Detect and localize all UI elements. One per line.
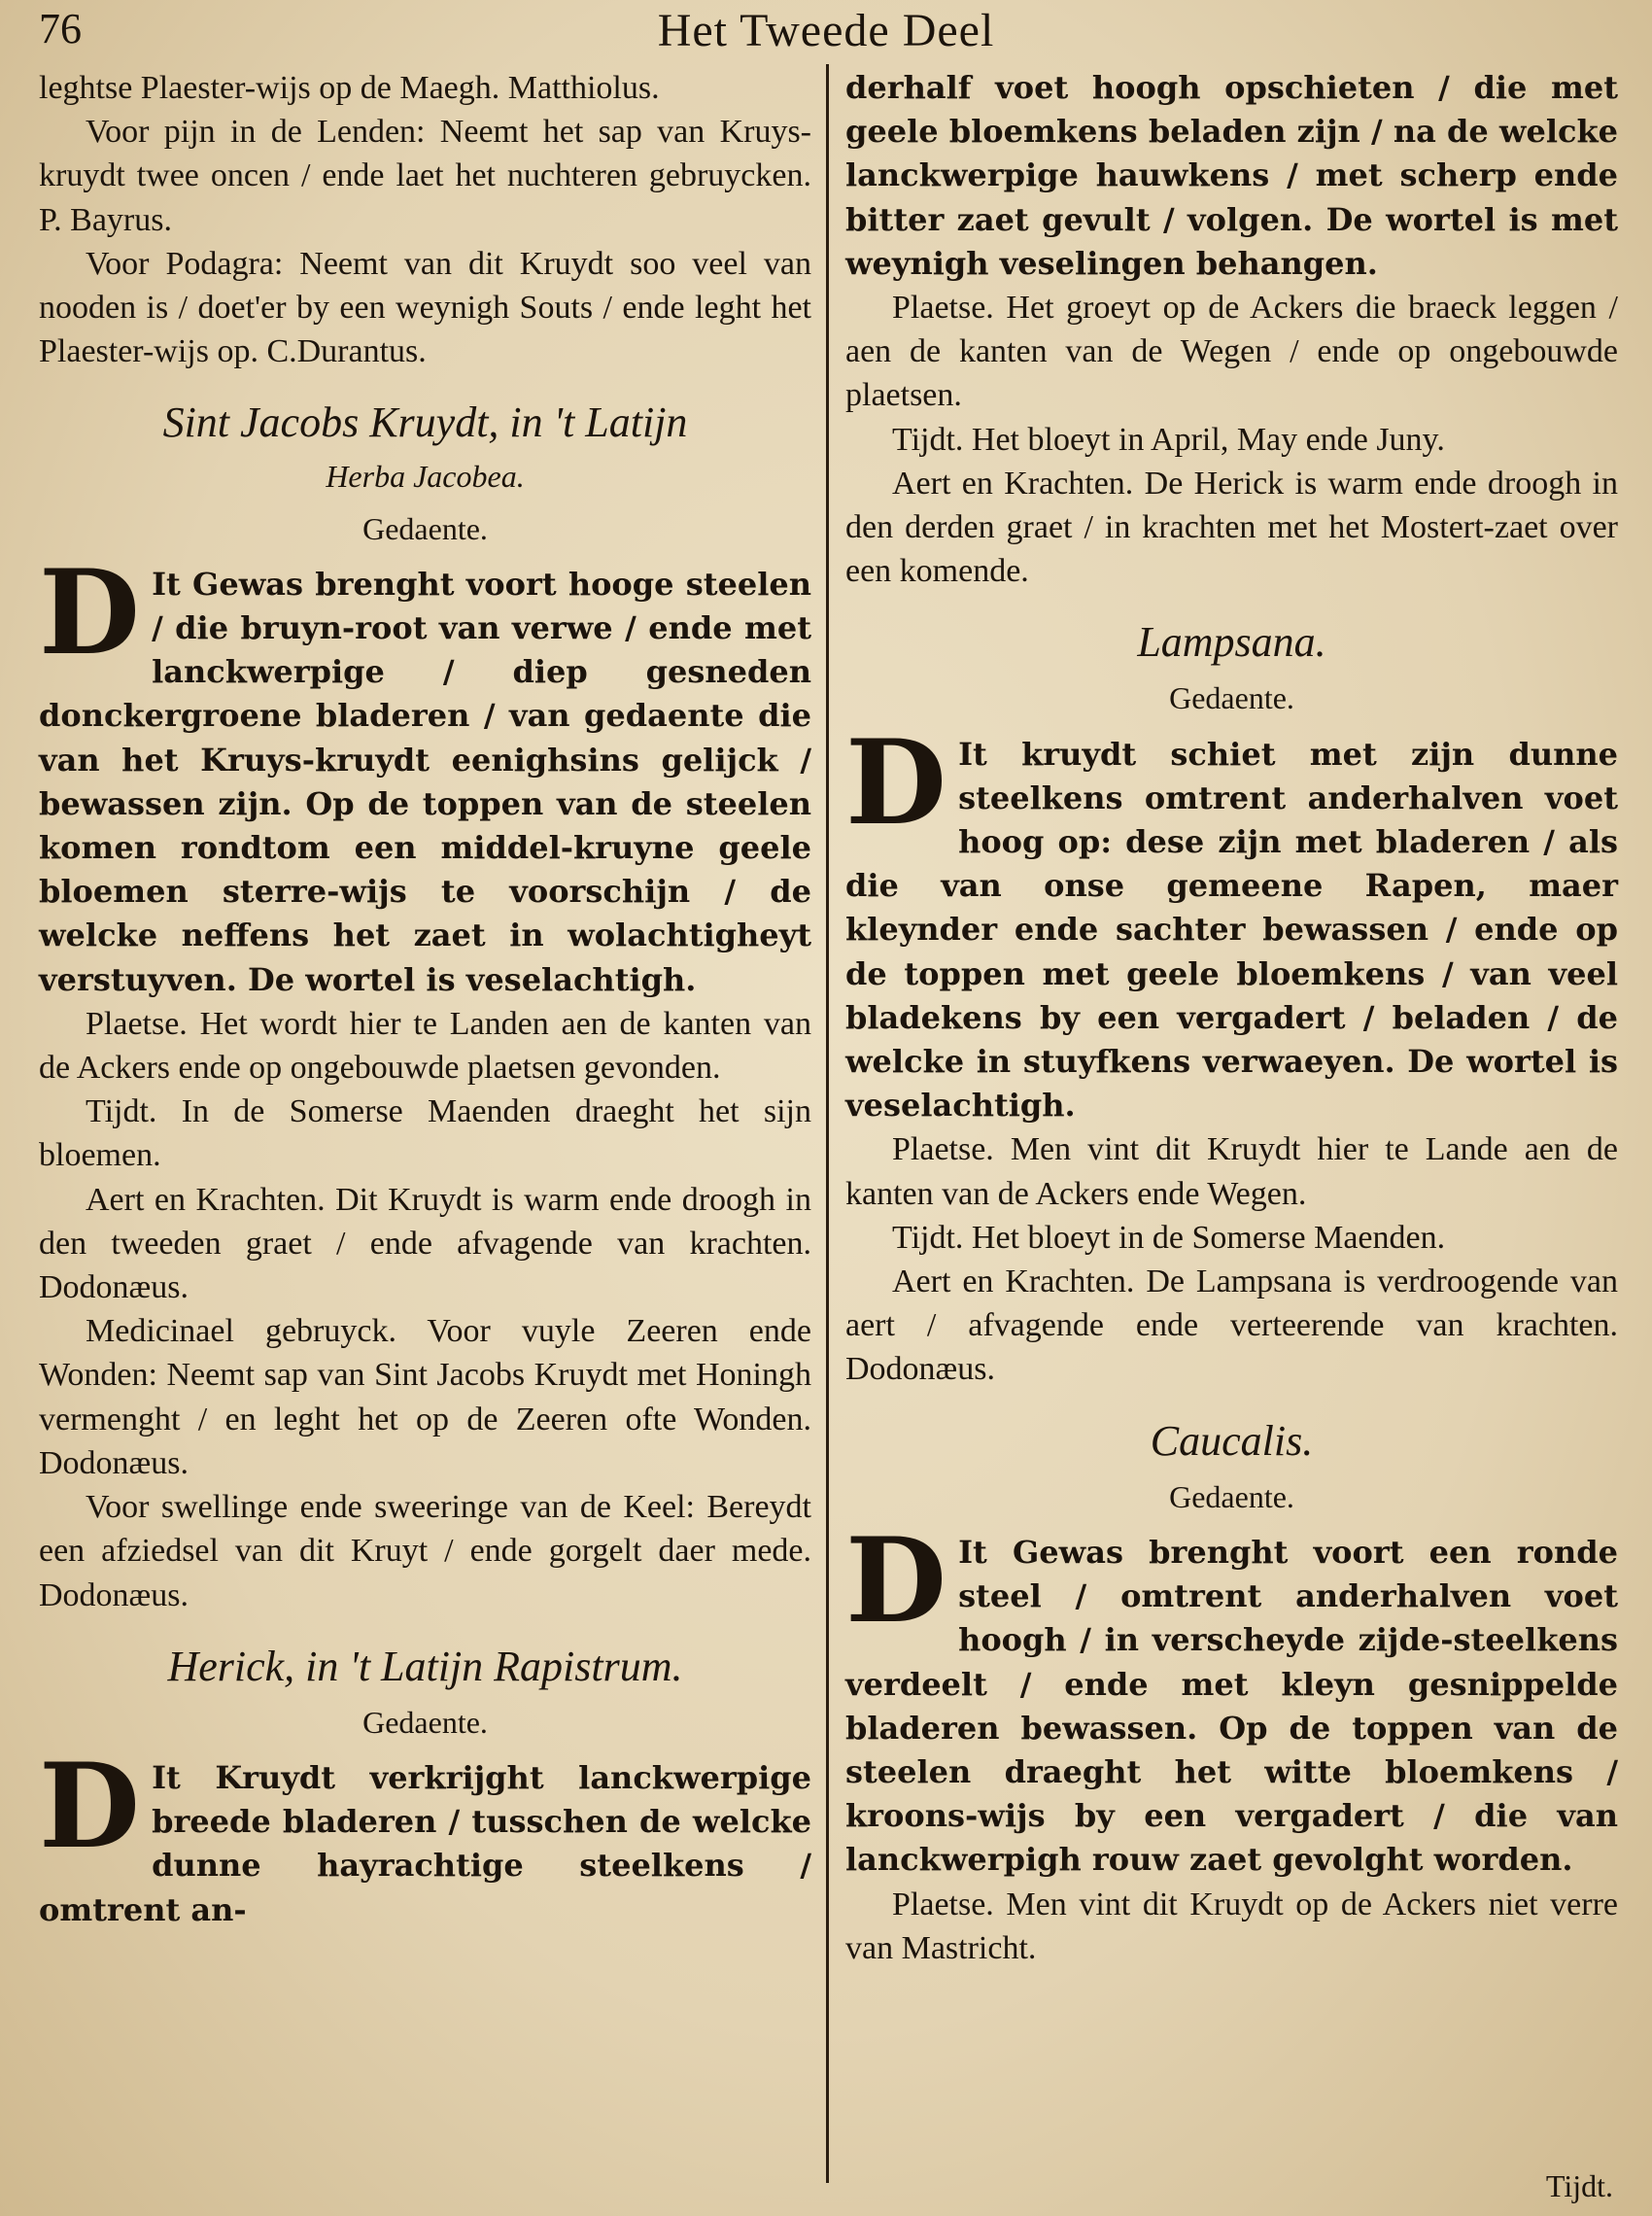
paragraph: Medicinael gebruyck. Voor vuyle Zeeren ende Wonden: Neemt sap van Sint Jacobs Kruydt met Honingh vermenght / en leght het op de Zeeren ofte Wonden. Dodonæus. xyxy=(39,1313,811,1481)
paragraph: Plaetse. Men vint dit Kruydt op de Ackers niet verre van Mastricht. xyxy=(845,1886,1618,1966)
latin-name: Herba Jacobea. xyxy=(326,459,525,495)
paragraph: Tijdt. Het bloeyt in de Somerse Maenden. xyxy=(892,1219,1446,1256)
left-column xyxy=(39,66,811,1932)
paragraph: leghtse Plaester-wijs op de Maegh. Matthiolus. xyxy=(39,70,660,106)
drop-cap: D xyxy=(845,1511,947,1649)
paragraph: Aert en Krachten. De Lampsana is verdroogende van aert / afvagende ende verteerende van krachten. Dodonæus. xyxy=(845,1264,1618,1388)
paragraph: Voor swellinge ende sweeringe van de Keel: Bereydt een afziedsel van dit Kruyt / ende gorgelt daer mede. Dodonæus. xyxy=(39,1489,811,1613)
paragraph: Plaetse. Men vint dit Kruydt hier te Lande aen de kanten van de Ackers ende Wegen. xyxy=(845,1131,1618,1212)
paragraph: Tijdt. Het bloeyt in April, May ende Juny. xyxy=(892,421,1445,458)
paragraph xyxy=(39,543,811,1002)
section-title-caucalis: Caucalis. xyxy=(1150,1416,1314,1465)
catchword: Tijdt. xyxy=(1545,2168,1613,2203)
paragraph: Aert en Krachten. De Herick is warm ende droogh in den derden graet / in krachten met het Mostert-zaet over een komende. xyxy=(845,465,1618,590)
section-title-herick: Herick, in 't Latijn Rapistrum. xyxy=(167,1642,683,1690)
paragraph-text: It Gewas brenght voort hooge steelen / die bruyn-root van verwe / ende met lanckwerpige / diep gesneden donckergroene bladeren / van gedaente die van het Kruys-kruydt eenighsins gelijck / bewassen zijn. Op de toppen van de steelen komen rondtom een middel-kruyne geele bloemen sterre-wijs te voorschijn / de welcke neffens het zaet in wolachtigheyt verstuyven. De wortel is veselachtigh. xyxy=(39,565,811,998)
running-title: Het Tweede Deel xyxy=(657,5,995,56)
paragraph: Tijdt. In de Somerse Maenden draeght het sijn bloemen. xyxy=(39,1093,811,1174)
section-title-lampsana: Lampsana. xyxy=(1137,618,1326,667)
paragraph xyxy=(845,713,1618,1128)
column-divider xyxy=(826,64,829,2183)
drop-cap: D xyxy=(39,543,141,681)
drop-cap: D xyxy=(845,713,947,851)
gedaente-heading: Gedaente. xyxy=(362,1704,488,1740)
paragraph-text: It Kruydt verkrijght lanckwerpige breede bladeren / tusschen de welcke dunne hayrachtige steelkens / omtrent an- xyxy=(39,1758,811,1928)
gedaente-heading: Gedaente. xyxy=(362,510,488,546)
paragraph: derhalf voet hoogh opschieten / die met geele bloemkens beladen zijn / na de welcke lanckwerpige hauwkens / met scherp ende bitter zaet gevult / volgen. De wortel is met weynigh veselingen behangen. xyxy=(845,69,1618,282)
paragraph xyxy=(845,1511,1618,1883)
paragraph: Voor pijn in de Lenden: Neemt het sap van Kruys-kruydt twee oncen / ende laet het nuchteren gebruycken. P. Bayrus. xyxy=(39,114,811,238)
right-column xyxy=(845,66,1618,1970)
page-number: 76 xyxy=(39,5,82,52)
paragraph-text: It kruydt schiet met zijn dunne steelkens omtrent anderhalven voet hoog op: dese zijn met bladeren / als die van onse gemeene Rapen, maer kleynder ende sachter bewassen / ende op de toppen met geele bloemkens / van veel bladekens by een vergadert / beladen / de welcke in stuyfkens verwaeyen. De wortel is veselachtigh. xyxy=(845,735,1618,1125)
gedaente-heading: Gedaente. xyxy=(1169,680,1294,716)
page-header xyxy=(39,0,1613,60)
section-title-sint-jacobs-kruydt: Sint Jacobs Kruydt, in 't Latijn xyxy=(162,398,688,447)
paragraph xyxy=(39,1737,811,1932)
paragraph: Voor Podagra: Neemt van dit Kruydt soo veel van nooden is / doet'er by een weynigh Souts / ende leght het Plaester-wijs op. C.Durantus. xyxy=(39,245,811,370)
paragraph: Aert en Krachten. Dit Kruydt is warm ende droogh in den tweeden graet / ende afvagende van krachten. Dodonæus. xyxy=(39,1181,811,1306)
paragraph: Plaetse. Het groeyt op de Ackers die braeck leggen / aen de kanten van de Wegen / ende op ongebouwde plaetsen. xyxy=(845,290,1618,414)
gedaente-heading: Gedaente. xyxy=(1169,1478,1294,1514)
drop-cap: D xyxy=(39,1737,141,1875)
paragraph: Plaetse. Het wordt hier te Landen aen de kanten van de Ackers ende op ongebouwde plaetsen gevonden. xyxy=(39,1005,811,1087)
paragraph-text: It Gewas brenght voort een ronde steel / omtrent anderhalven voet hoogh / in verscheyde zijde-steelkens verdeelt / ende met kleyn gesnippelde bladeren bewassen. Op de toppen van de steelen draeght het witte bloemkens / kroons-wijs by een vergadert / die van lanckwerpigh rouw zaet gevolght worden. xyxy=(845,1533,1618,1879)
